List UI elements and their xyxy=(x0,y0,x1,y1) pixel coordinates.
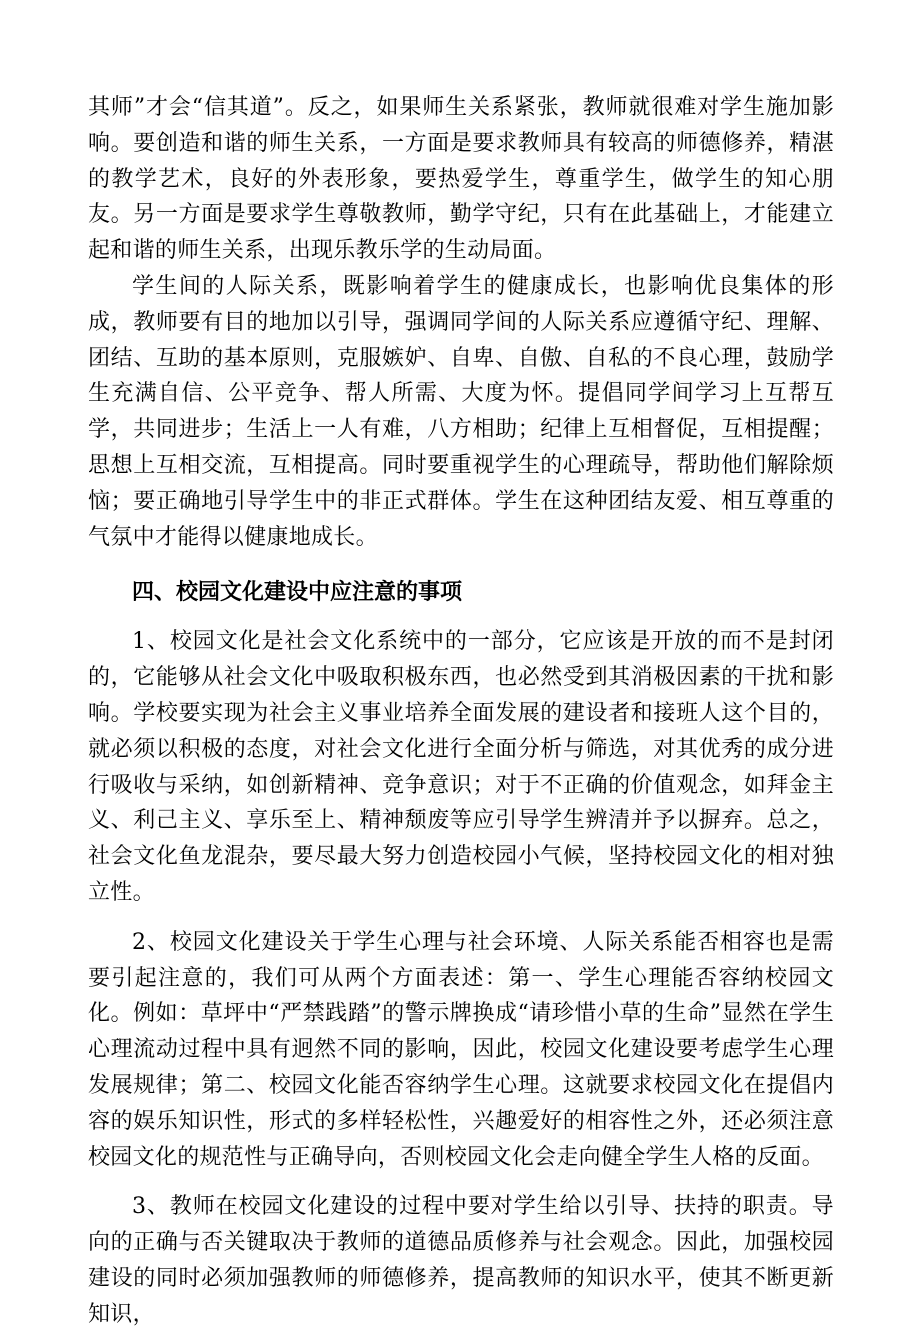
document-page xyxy=(88,90,834,1333)
list-item-3: 3、教师在校园文化建设的过程中要对学生给以引导、扶持的职责。导向的正确与否关键取决于教师的道德品质修养与社会观念。因此，加强校园建设的同时必须加强教师的师德修养，提高教师的知识水平，使其不断更新知识， xyxy=(88,1194,834,1327)
paragraph-teacher-student-relations: 其师”才会“信其道”。反之，如果师生关系紧张，教师就很难对学生施加影响。要创造和谐的师生关系，一方面是要求教师具有较高的师德修养，精湛的教学艺术，良好的外表形象，要热爱学生，尊重学生，做学生的知心朋友。另一方面是要求学生尊敬教师，勤学守纪，只有在此基础上，才能建立起和谐的师生关系，出现乐教乐学的生动局面。 xyxy=(88,95,834,264)
list-item-1: 1、校园文化是社会文化系统中的一部分，它应该是开放的而不是封闭的，它能够从社会文化中吸取积极东西，也必然受到其消极因素的干扰和影响。学校要实现为社会主义事业培养全面发展的建设者和接班人这个目的，就必须以积极的态度，对社会文化进行全面分析与筛选，对其优秀的成分进行吸收与采纳，如创新精神、竞争意识；对于不正确的价值观念，如拜金主义、利己主义、享乐至上、精神颓废等应引导学生辨清并予以摒弃。总之，社会文化鱼龙混杂，要尽最大努力创造校园小气候，坚持校园文化的相对独立性。 xyxy=(88,629,834,905)
list-item-2: 2、校园文化建设关于学生心理与社会环境、人际关系能否相容也是需要引起注意的，我们可从两个方面表述：第一、学生心理能否容纳校园文化。例如：草坪中“严禁践踏”的警示牌换成“请珍惜小草的生命”显然在学生心理流动过程中具有迥然不同的影响，因此，校园文化建设要考虑学生心理发展规律；第二、校园文化能否容纳学生心理。这就要求校园文化在提倡内容的娱乐知识性，形式的多样轻松性，兴趣爱好的相容性之外，还必须注意校园文化的规范性与正确导向，否则校园文化会走向健全学生人格的反面。 xyxy=(88,929,834,1170)
paragraph-peer-relations: 学生间的人际关系，既影响着学生的健康成长，也影响优良集体的形成，教师要有目的地加以引导，强调同学间的人际关系应遵循守纪、理解、团结、互助的基本原则，克服嫉妒、自卑、自傲、自私的不良心理，鼓励学生充满自信、公平竞争、帮人所需、大度为怀。提倡同学间学习上互帮互学，共同进步；生活上一人有难，八方相助；纪律上互相督促，互相提醒；思想上互相交流，互相提高。同时要重视学生的心理疏导，帮助他们解除烦恼；要正确地引导学生中的非正式群体。学生在这种团结友爱、相互尊重的气氛中才能得以健康地成长。 xyxy=(88,273,834,550)
section-heading: 四、校园文化建设中应注意的事项 xyxy=(132,580,463,606)
